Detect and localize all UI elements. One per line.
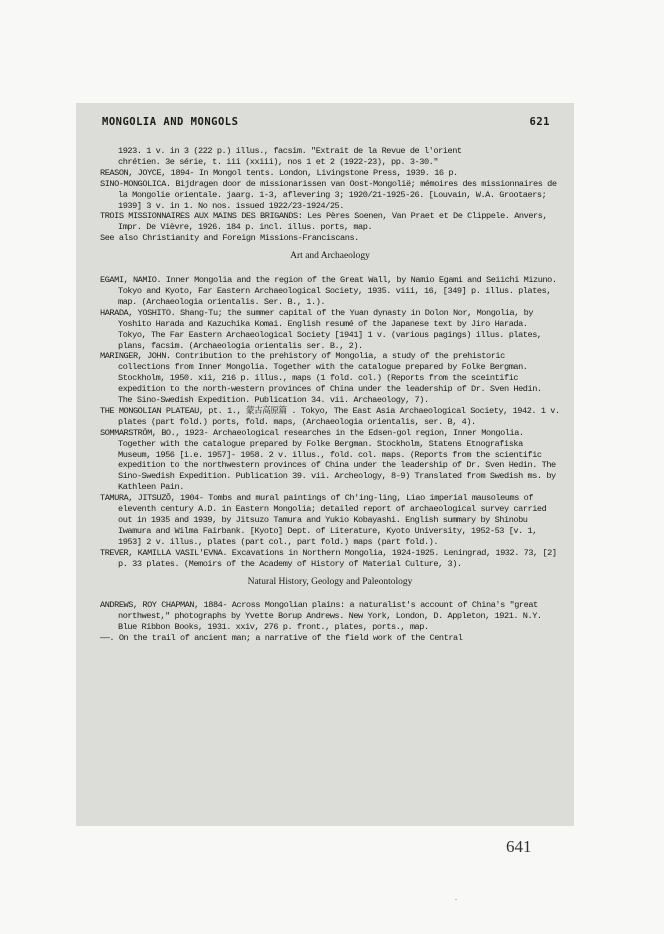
section-heading-natural-history: Natural History, Geology and Paleontology (247, 576, 413, 587)
continuation-line: 1923. 1 v. in 3 (222 p.) illus., facsim. "Extrait de la Revue de l'orient (118, 146, 462, 156)
bibliography-entry: SINO-MONGOLICA. Bijdragen door de missionarissen van Oost-Mongolië; mémoires des missionnaires de la Mongolie orientale. jaarg. 1-3, aflevering 3; 1920/21-1925-26. [Louvain, W.A. Grootaers; 1939] 3 v. in 1. No nos. issued 1922/23-1924/25. (100, 178, 557, 211)
scanned-page (76, 103, 574, 826)
bibliography-content (100, 146, 560, 644)
continuation-line: chrétien. 3e série, t. iii (xxiii), nos 1 et 2 (1922-23), pp. 3-30." (118, 156, 439, 167)
bibliography-entry: MARINGER, JOHN. Contribution to the prehistory of Mongolia, a study of the prehistoric collections from Inner Mongolia. Together with the catalogue prepared by Folke Bergman. Stockholm, 1950. xii, 216 p. illus., maps (1 fold. col.) (Reports from the sceintific expedition to the north-western provinces of China under the leadership of Dr. Sven Hedin. The Sino-Swedish Expedition. Publication 34. vii. Archaeology, 7). (100, 351, 542, 406)
bibliography-entry: ANDREWS, ROY CHAPMAN, 1884- Across Mongolian plains: a naturalist's account of China's "great northwest," photographs by Yvette Borup Andrews. New York, London, D. Appleton, 1921. N.Y. Blue Ribbon Books, 1931. xxiv, 276 p. front., plates, ports., map. (100, 600, 542, 633)
bibliography-entry: TAMURA, JITSUZÔ, 1904- Tombs and mural paintings of Ch'ing-ling, Liao imperial mausoleums of eleventh century A.D. in Eastern Mongolia; detailed report of archaeological survey carried out in 1935 and 1939, by Jitsuzo Tamura and Yukio Kobayashi. English summary by Shinobu Iwamura and Wilma Fairbank. [Kyoto] Dept. of Literature, Kyoto University, 1952-53 [v. 1, 1953] 2 v. illus., plates (part col., part fold.) maps (part fold.). (100, 493, 547, 547)
header-title: MONGOLIA AND MONGOLS (102, 116, 239, 128)
bibliography-entry: REASON, JOYCE, 1894- In Mongol tents. London, Livingstone Press, 1939. 16 p. (100, 167, 458, 178)
see-also-note: See also Christianity and Foreign Missions-Franciscans. (100, 233, 359, 244)
bibliography-entry: HARADA, YOSHITO. Shang-Tu; the summer capital of the Yuan dynasty in Dolon Nor, Mongolia, by Yoshito Harada and Kazuchika Komai. English resumé of the Japanese text by Jiro Harada. Tokyo, The Far Eastern Archaeological Society [1941] 1 v. (various pagings) illus. plates, plans, facsim. (Archaeologia orientalis ser. B., 2). (100, 307, 542, 351)
bibliography-entry: ——. On the trail of ancient man; a narrative of the field work of the Central (100, 633, 463, 644)
header-page-number: 621 (529, 116, 550, 128)
bibliography-entry: THE MONGOLIAN PLATEAU, pt. 1., 蒙古高原篇 . Tokyo, The East Asia Archaeological Society, 1942. 1 v. plates (part fold.) ports, fold. maps, (Archaeologia orientalis, ser. B, 4). (100, 405, 560, 427)
bibliography-entry: TROIS MISSIONNAIRES AUX MAINS DES BRIGANDS: Les Pères Soenen, Van Praet et De Clippele. Anvers, Impr. De Vièvre, 1926. 184 p. incl. illus. ports, map. (100, 211, 548, 233)
bibliography-entry: TREVER, KAMILLA VASIL'EVNA. Excavations in Northern Mongolia, 1924-1925. Leningrad, 1932. 73, [2] p. 33 plates. (Memoirs of the Academy of History of Material Culture, 3). (100, 547, 557, 569)
bibliography-entry: EGAMI, NAMIO. Inner Mongolia and the region of the Great Wall, by Namio Egami and Seiichi Mizuno. Tokyo and Kyoto, Far Eastern Archaeological Society, 1935. viii, 16, [349] p. illus. plates, map. (Archaeologia orientalis. Ser. B., 1.). (100, 275, 557, 307)
running-header (102, 116, 550, 128)
scan-speck (455, 899, 457, 900)
section-heading-art: Art and Archaeology (290, 251, 370, 262)
page-number: 641 (506, 837, 532, 856)
bibliography-entry: SOMMARSTRÖM, BO., 1923- Archaeological researches in the Edsen-gol region, Inner Mongolia. Together with the catalogue prepared by Folke Bergman. Stockholm, Statens Etnografiska Museum, 1956 [i.e. 1957]- 1958. 2 v. illus., fold. col. maps. (Reports from the scientific expedition to the northwestern provinces of China under the leadership of Dr. Sven Hedin. The Sino-Swedish Expedition. Publication 39. vii. Archeology, 8-9) Translated from Swedish ms. by Kathleen Pain. (100, 427, 556, 493)
